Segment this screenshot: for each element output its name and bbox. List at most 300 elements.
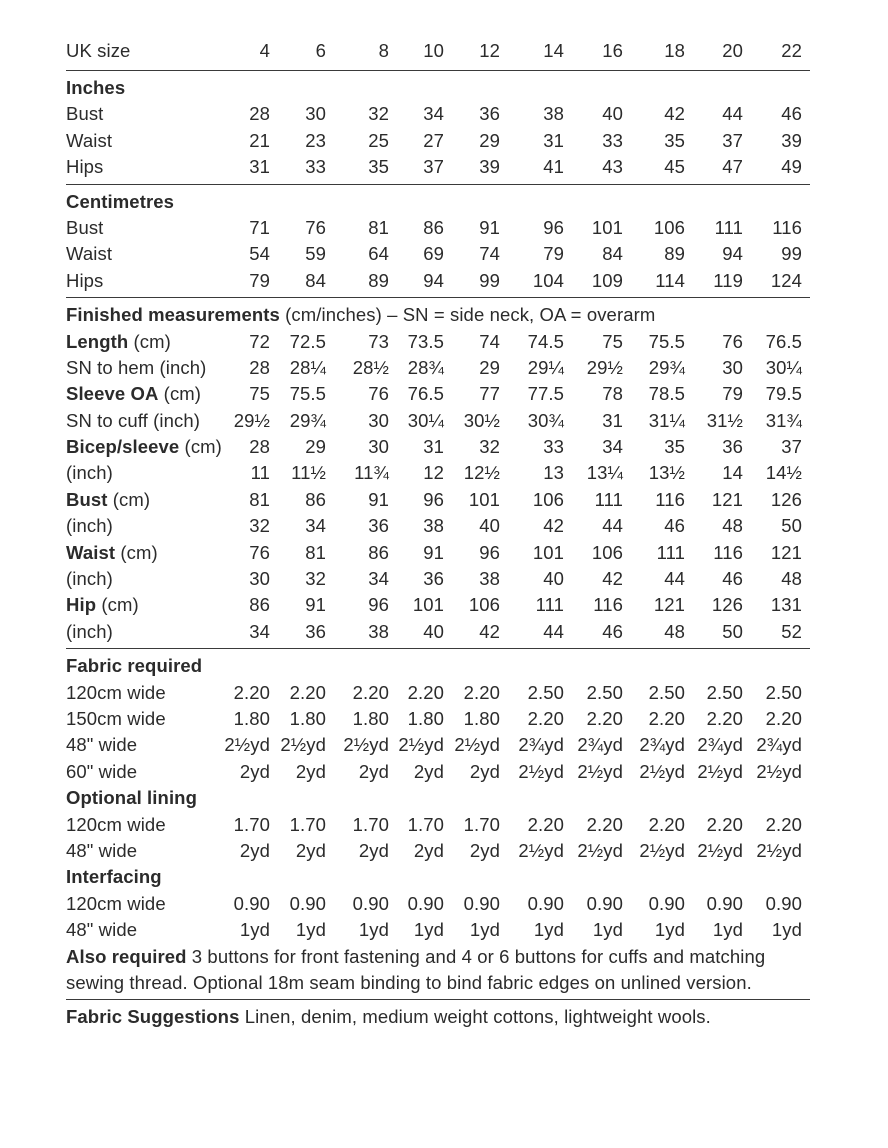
table-row (66, 329, 810, 355)
table-cell: 2.20 (463, 681, 500, 703)
table-cell: 116 (713, 541, 743, 563)
table-cell: 76 (722, 330, 743, 352)
table-cell: 116 (593, 594, 623, 616)
divider (66, 648, 810, 649)
centimetres-rows (66, 215, 810, 294)
table-cell: 2¾yd (697, 734, 743, 756)
table-cell: 0.90 (648, 892, 685, 914)
size-header: 18 (664, 40, 685, 61)
table-cell: 44 (602, 515, 623, 537)
table-cell: 30 (368, 436, 389, 458)
table-cell: 39 (479, 156, 500, 178)
section-title-finished (66, 302, 810, 328)
table-cell: 54 (249, 243, 270, 265)
table-row (66, 706, 810, 732)
table-cell: 0.90 (352, 892, 389, 914)
table-row (66, 268, 810, 294)
table-cell: 1.70 (233, 813, 270, 835)
table-cell: 73 (368, 330, 389, 352)
table-row (66, 732, 810, 758)
size-header: 12 (479, 40, 500, 61)
table-cell: 38 (479, 568, 500, 590)
section-title-bold: Finished measurements (66, 304, 280, 326)
row-label-bold: Bust (66, 488, 108, 510)
table-cell: 35 (664, 436, 685, 458)
table-cell: 45 (664, 156, 685, 178)
table-cell: 2yd (413, 839, 444, 861)
table-row (66, 759, 810, 785)
table-cell: 13¼ (586, 462, 623, 484)
table-cell: 2½yd (639, 839, 685, 861)
table-row (66, 513, 810, 539)
table-cell: 2½yd (518, 760, 564, 782)
table-cell: 91 (479, 216, 500, 238)
table-cell: 29 (305, 436, 326, 458)
table-cell: 28 (249, 436, 270, 458)
table-cell: 2yd (469, 839, 500, 861)
inches-rows (66, 101, 810, 180)
table-cell: 121 (653, 594, 685, 616)
section-title-centimetres (66, 189, 810, 215)
table-cell: 29½ (233, 409, 270, 431)
table-cell: 2.50 (586, 681, 623, 703)
table-cell: 2¾yd (577, 734, 623, 756)
table-cell: 44 (543, 620, 564, 642)
row-label: Bust (66, 216, 104, 238)
table-cell: 2.20 (765, 813, 802, 835)
table-cell: 1yd (239, 919, 270, 941)
table-cell: 2½yd (577, 760, 623, 782)
fabric-suggestions-label: Fabric Suggestions (66, 1006, 240, 1028)
table-cell: 0.90 (407, 892, 444, 914)
table-cell: 75.5 (289, 383, 326, 405)
table-cell: 42 (602, 568, 623, 590)
table-cell: 42 (664, 103, 685, 125)
table-cell: 86 (249, 594, 270, 616)
table-cell: 2¾yd (639, 734, 685, 756)
also-required-text: 3 buttons for front fastening and 4 or 6 buttons for cuffs and matching sewing thread. Optional 18m seam binding to bind fabric edges on unlined version. (66, 945, 766, 993)
table-row (66, 917, 810, 943)
table-row (66, 434, 810, 460)
table-cell: 2½yd (697, 760, 743, 782)
table-cell: 28½ (352, 356, 389, 378)
table-cell: 2½yd (756, 839, 802, 861)
table-cell: 79.5 (765, 383, 802, 405)
table-cell: 34 (249, 620, 270, 642)
table-cell: 2.50 (527, 681, 564, 703)
table-cell: 2yd (358, 760, 389, 782)
table-cell: 86 (423, 216, 444, 238)
row-label: 120cm wide (66, 892, 166, 914)
table-cell: 64 (368, 243, 389, 265)
table-cell: 30 (249, 568, 270, 590)
table-cell: 111 (594, 488, 623, 510)
header-row (66, 35, 810, 67)
fabric-suggestions-note (66, 1004, 810, 1030)
table-cell: 75 (249, 383, 270, 405)
table-cell: 2.20 (706, 707, 743, 729)
row-label: Waist (66, 243, 113, 265)
table-cell: 0.90 (765, 892, 802, 914)
row-label-bold: Bicep/sleeve (66, 436, 180, 458)
table-cell: 78.5 (648, 383, 685, 405)
table-cell: 1yd (771, 919, 802, 941)
divider (66, 184, 810, 185)
table-cell: 77 (479, 383, 500, 405)
table-cell: 0.90 (233, 892, 270, 914)
table-cell: 32 (305, 568, 326, 590)
size-header: 10 (423, 40, 444, 61)
table-cell: 74.5 (527, 330, 564, 352)
table-cell: 76 (249, 541, 270, 563)
row-label (66, 355, 206, 381)
table-cell: 40 (543, 568, 564, 590)
size-header: 6 (315, 40, 326, 61)
table-cell: 29 (479, 356, 500, 378)
table-cell: 2½yd (639, 760, 685, 782)
table-cell: 101 (412, 594, 444, 616)
table-cell: 76 (305, 216, 326, 238)
table-cell: 2½yd (697, 839, 743, 861)
table-cell: 38 (423, 515, 444, 537)
table-cell: 119 (713, 269, 743, 291)
table-cell: 34 (305, 515, 326, 537)
row-label: Bust (66, 103, 104, 125)
table-cell: 2.20 (407, 681, 444, 703)
row-label-text: SN to cuff (inch) (66, 409, 200, 431)
table-cell: 116 (655, 488, 685, 510)
table-row (66, 355, 810, 381)
table-cell: 30½ (463, 409, 500, 431)
table-row (66, 592, 810, 618)
table-cell: 27 (423, 129, 444, 151)
table-cell: 35 (368, 156, 389, 178)
table-cell: 2.20 (233, 681, 270, 703)
row-label: Waist (66, 129, 113, 151)
table-cell: 89 (664, 243, 685, 265)
table-cell: 72 (249, 330, 270, 352)
table-cell: 46 (722, 568, 743, 590)
table-row (66, 838, 810, 864)
table-cell: 106 (591, 541, 623, 563)
table-cell: 2½yd (280, 734, 326, 756)
table-cell: 81 (305, 541, 326, 563)
table-cell: 30¾ (527, 409, 564, 431)
table-cell: 1yd (469, 919, 500, 941)
table-cell: 48 (722, 515, 743, 537)
table-cell: 114 (655, 269, 685, 291)
divider (66, 999, 810, 1000)
table-row (66, 619, 810, 645)
table-cell: 38 (543, 103, 564, 125)
header-label: UK size (66, 40, 131, 61)
table-cell: 1yd (295, 919, 326, 941)
table-cell: 30 (722, 356, 743, 378)
row-label: 150cm wide (66, 707, 166, 729)
interfacing-rows (66, 891, 810, 944)
table-cell: 104 (532, 269, 564, 291)
table-row (66, 128, 810, 154)
table-cell: 31¾ (765, 409, 802, 431)
table-cell: 96 (479, 541, 500, 563)
table-row (66, 540, 810, 566)
table-cell: 2yd (295, 839, 326, 861)
table-cell: 28¾ (407, 356, 444, 378)
table-cell: 30 (368, 409, 389, 431)
table-cell: 37 (423, 156, 444, 178)
table-cell: 71 (249, 216, 270, 238)
table-cell: 2yd (295, 760, 326, 782)
table-cell: 38 (368, 620, 389, 642)
table-cell: 32 (368, 103, 389, 125)
also-required-label: Also required (66, 945, 187, 967)
table-cell: 36 (479, 103, 500, 125)
table-cell: 1.70 (407, 813, 444, 835)
table-cell: 37 (781, 436, 802, 458)
table-cell: 86 (368, 541, 389, 563)
table-cell: 91 (423, 541, 444, 563)
table-cell: 1.80 (463, 707, 500, 729)
table-cell: 1yd (358, 919, 389, 941)
table-cell: 86 (305, 488, 326, 510)
row-label (66, 460, 113, 486)
table-cell: 29½ (586, 356, 623, 378)
table-cell: 126 (770, 488, 802, 510)
table-row (66, 408, 810, 434)
table-cell: 2.50 (706, 681, 743, 703)
table-cell: 59 (305, 243, 326, 265)
row-label-bold: Waist (66, 541, 116, 563)
section-title: Interfacing (66, 866, 162, 888)
table-cell: 76.5 (407, 383, 444, 405)
row-label: Hips (66, 156, 104, 178)
table-cell: 76 (368, 383, 389, 405)
table-cell: 77.5 (527, 383, 564, 405)
section-title-inches (66, 75, 810, 101)
section-title (66, 302, 655, 328)
table-cell: 2.20 (586, 707, 623, 729)
row-label (66, 619, 113, 645)
table-cell: 49 (781, 156, 802, 178)
table-cell: 101 (532, 541, 564, 563)
table-cell: 96 (368, 594, 389, 616)
table-cell: 32 (249, 515, 270, 537)
table-cell: 34 (602, 436, 623, 458)
table-cell: 2yd (413, 760, 444, 782)
table-cell: 1yd (533, 919, 564, 941)
row-label: Hips (66, 269, 104, 291)
table-cell: 111 (656, 541, 685, 563)
table-row (66, 154, 810, 180)
table-cell: 1yd (654, 919, 685, 941)
section-title: Centimetres (66, 190, 175, 212)
table-row (66, 487, 810, 513)
row-label (66, 329, 171, 355)
table-cell: 2yd (239, 760, 270, 782)
table-cell: 2.20 (352, 681, 389, 703)
table-cell: 106 (653, 216, 685, 238)
table-cell: 12 (423, 462, 444, 484)
table-cell: 116 (772, 216, 802, 238)
table-cell: 50 (722, 620, 743, 642)
table-cell: 111 (714, 216, 743, 238)
table-cell: 29¼ (527, 356, 564, 378)
row-label (66, 381, 201, 407)
table-cell: 29 (479, 129, 500, 151)
table-cell: 121 (711, 488, 743, 510)
table-cell: 2yd (358, 839, 389, 861)
row-label-bold: Hip (66, 594, 97, 616)
table-cell: 33 (305, 156, 326, 178)
row-label (66, 487, 150, 513)
table-cell: 2½yd (518, 839, 564, 861)
table-cell: 2yd (469, 760, 500, 782)
row-label-text: (cm) (115, 541, 158, 563)
table-cell: 46 (664, 515, 685, 537)
section-title: Inches (66, 77, 126, 98)
section-title-lining (66, 785, 810, 811)
table-cell: 84 (305, 269, 326, 291)
row-label-bold: Sleeve OA (66, 383, 159, 405)
table-cell: 94 (722, 243, 743, 265)
table-cell: 2½yd (454, 734, 500, 756)
row-label-text: (inch) (66, 620, 113, 642)
table-cell: 36 (722, 436, 743, 458)
table-cell: 89 (368, 269, 389, 291)
table-cell: 91 (305, 594, 326, 616)
table-cell: 50 (781, 515, 802, 537)
table-cell: 1.80 (352, 707, 389, 729)
table-cell: 34 (368, 568, 389, 590)
table-cell: 96 (543, 216, 564, 238)
table-cell: 74 (479, 243, 500, 265)
table-cell: 131 (770, 594, 802, 616)
table-cell: 79 (249, 269, 270, 291)
table-cell: 39 (781, 129, 802, 151)
row-label-text: (inch) (66, 515, 113, 537)
table-cell: 2½yd (577, 839, 623, 861)
row-label: 48" wide (66, 919, 138, 941)
table-cell: 31¼ (648, 409, 685, 431)
row-label: 48" wide (66, 839, 138, 861)
table-cell: 1yd (712, 919, 743, 941)
table-cell: 2½yd (224, 734, 270, 756)
row-label-text: (cm) (107, 488, 151, 510)
table-cell: 31 (423, 436, 444, 458)
table-cell: 11 (250, 462, 270, 484)
table-cell: 44 (722, 103, 743, 125)
table-cell: 2¾yd (518, 734, 564, 756)
table-cell: 2.20 (289, 681, 326, 703)
table-row (66, 241, 810, 267)
table-cell: 0.90 (463, 892, 500, 914)
table-cell: 14½ (765, 462, 802, 484)
table-cell: 99 (479, 269, 500, 291)
table-cell: 34 (423, 103, 444, 125)
table-cell: 46 (602, 620, 623, 642)
table-cell: 101 (591, 216, 623, 238)
table-cell: 44 (664, 568, 685, 590)
section-title-fabric (66, 653, 810, 679)
table-cell: 1.70 (463, 813, 500, 835)
table-cell: 31½ (706, 409, 743, 431)
table-cell: 13 (543, 462, 564, 484)
table-cell: 30¼ (407, 409, 444, 431)
table-cell: 81 (249, 488, 270, 510)
table-cell: 29¾ (648, 356, 685, 378)
table-cell: 81 (368, 216, 389, 238)
section-title: Fabric required (66, 655, 203, 677)
table-cell: 0.90 (586, 892, 623, 914)
row-label (66, 513, 113, 539)
table-cell: 1yd (413, 919, 444, 941)
table-cell: 52 (781, 620, 802, 642)
table-row (66, 381, 810, 407)
table-cell: 0.90 (706, 892, 743, 914)
table-cell: 1.70 (352, 813, 389, 835)
table-cell: 35 (664, 129, 685, 151)
section-title-interfacing (66, 864, 810, 890)
table-cell: 42 (479, 620, 500, 642)
table-cell: 1.70 (289, 813, 326, 835)
table-cell: 31 (249, 156, 270, 178)
table-cell: 30 (305, 103, 326, 125)
table-cell: 0.90 (527, 892, 564, 914)
table-cell: 126 (711, 594, 743, 616)
table-cell: 99 (781, 243, 802, 265)
table-cell: 74 (479, 330, 500, 352)
table-cell: 2½yd (756, 760, 802, 782)
table-cell: 1.80 (407, 707, 444, 729)
table-cell: 2.50 (648, 681, 685, 703)
table-row (66, 460, 810, 486)
table-cell: 106 (532, 488, 564, 510)
table-cell: 40 (602, 103, 623, 125)
size-header: 16 (602, 40, 623, 61)
divider (66, 297, 810, 298)
table-cell: 48 (664, 620, 685, 642)
table-row (66, 812, 810, 838)
table-cell: 91 (368, 488, 389, 510)
fabric-rows (66, 680, 810, 786)
table-row (66, 891, 810, 917)
row-label (66, 592, 139, 618)
table-row (66, 215, 810, 241)
table-cell: 0.90 (289, 892, 326, 914)
lining-rows (66, 812, 810, 865)
table-cell: 73.5 (407, 330, 444, 352)
row-label-text: (inch) (66, 462, 113, 484)
table-cell: 101 (468, 488, 500, 510)
table-cell: 75 (602, 330, 623, 352)
table-cell: 28 (249, 103, 270, 125)
table-cell: 28 (249, 356, 270, 378)
table-row (66, 566, 810, 592)
table-cell: 33 (602, 129, 623, 151)
divider (66, 70, 810, 71)
table-cell: 42 (543, 515, 564, 537)
table-cell: 124 (770, 269, 802, 291)
table-cell: 72.5 (289, 330, 326, 352)
table-row (66, 101, 810, 127)
table-cell: 2½yd (398, 734, 444, 756)
table-cell: 46 (781, 103, 802, 125)
size-header: 14 (543, 40, 564, 61)
table-cell: 2½yd (343, 734, 389, 756)
table-cell: 36 (423, 568, 444, 590)
row-label-text: (cm) (158, 383, 202, 405)
table-cell: 69 (423, 243, 444, 265)
